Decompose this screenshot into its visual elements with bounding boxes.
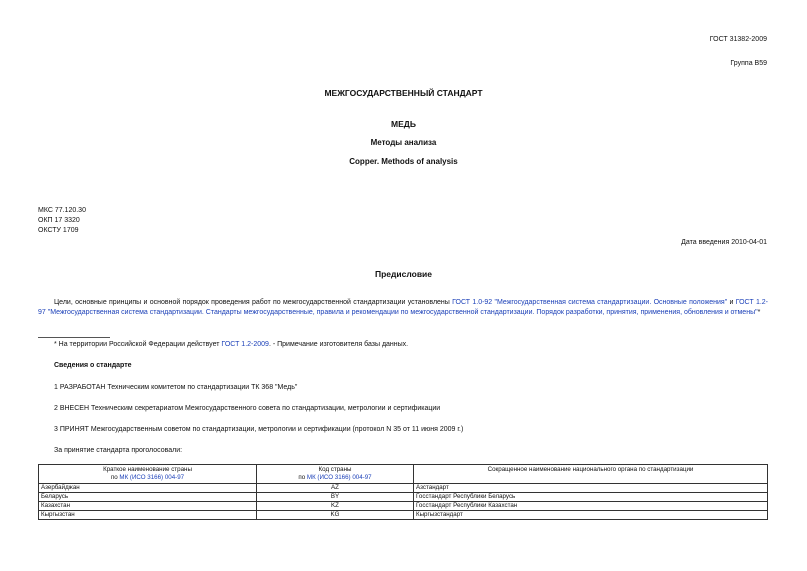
- foreword-text: Цели, основные принципы и основной порядок проведения работ по межгосударственной стандартизации установлены: [54, 299, 453, 306]
- table-row: [39, 484, 768, 493]
- english-title: Copper. Methods of analysis: [349, 157, 458, 166]
- table-row: [39, 493, 768, 502]
- foreword-and: и: [727, 299, 736, 306]
- standard-name: МЕДЬ: [391, 119, 416, 129]
- footnote-note: . - Примечание изготовителя базы данных.: [268, 341, 409, 348]
- header-text: Код страны: [318, 466, 352, 473]
- header-text: Краткое наименование страны: [103, 466, 192, 473]
- gost-1-2-2009-link[interactable]: ГОСТ 1.2-2009: [221, 341, 269, 348]
- table-row: [39, 511, 768, 520]
- country-cell: Беларусь: [39, 493, 257, 502]
- foreword-heading: Предисловие: [374, 269, 433, 279]
- item-adopted: 3 ПРИНЯТ Межгосударственным советом по стандартизации, метрологии и сертификации (протокол N 35 от 11 июня 2009 г.): [54, 426, 464, 433]
- table-row: [39, 502, 768, 511]
- column-header-code: [257, 465, 414, 484]
- column-header-body: [414, 465, 768, 484]
- effective-date: Дата введения 2010-04-01: [681, 239, 767, 246]
- body-cell: Азстандарт: [414, 484, 768, 493]
- mk-iso-3166-link[interactable]: МК (ИСО 3166) 004-97: [306, 474, 372, 481]
- doc-number: ГОСТ 31382-2009: [709, 36, 767, 43]
- column-header-country: [39, 465, 257, 484]
- header-text: по: [298, 474, 307, 481]
- standard-subtitle: Методы анализа: [370, 138, 437, 147]
- code-cell: KZ: [257, 502, 414, 511]
- info-heading: Сведения о стандарте: [54, 362, 132, 369]
- voting-table: [38, 464, 768, 520]
- header-text: Сокращенное наименование национального органа по стандартизации: [487, 466, 694, 473]
- group-label: Группа В59: [730, 60, 767, 67]
- footnote: [54, 341, 408, 348]
- body-cell: Госстандарт Республики Казахстан: [414, 502, 768, 511]
- footnote-text: * На территории Российской Федерации действует: [54, 341, 222, 348]
- footnote-divider: [38, 337, 110, 338]
- standard-type-title: МЕЖГОСУДАРСТВЕННЫЙ СТАНДАРТ: [324, 88, 483, 98]
- table-header-row: [39, 465, 768, 484]
- gost-1-0-92-link[interactable]: ГОСТ 1.0-92 "Межгосударственная система стандартизации. Основные положения": [452, 299, 728, 306]
- mks-code: МКС 77.120.30: [38, 207, 86, 214]
- country-cell: Азербайджан: [39, 484, 257, 493]
- vote-intro: За принятие стандарта проголосовали:: [54, 447, 183, 454]
- country-cell: Кыргызстан: [39, 511, 257, 520]
- item-developed: 1 РАЗРАБОТАН Техническим комитетом по стандартизации ТК 368 "Медь": [54, 384, 298, 391]
- header-text: по: [110, 474, 120, 481]
- code-cell: AZ: [257, 484, 414, 493]
- code-cell: KG: [257, 511, 414, 520]
- code-cell: BY: [257, 493, 414, 502]
- body-cell: Кыргызстандарт: [414, 511, 768, 520]
- foreword-paragraph: [38, 298, 768, 318]
- country-cell: Казахстан: [39, 502, 257, 511]
- mk-iso-3166-link[interactable]: МК (ИСО 3166) 004-97: [119, 474, 185, 481]
- okstu-code: ОКСТУ 1709: [38, 227, 79, 234]
- okp-code: ОКП 17 3320: [38, 217, 80, 224]
- body-cell: Госстандарт Республики Беларусь: [414, 493, 768, 502]
- item-submitted: 2 ВНЕСЕН Техническим секретариатом Межгосударственного совета по стандартизации, метрологии и сертификации: [54, 405, 441, 412]
- footnote-mark: *: [757, 309, 761, 316]
- gost-1-2-97-link[interactable]: ГОСТ 1.2-97 "Межгосударственная система стандартизации. Стандарты межгосударственные, правила и рекомендации по межгосударственной стандартизации. Порядок разработки, принятия, применения, обновления и отмены": [38, 299, 769, 316]
